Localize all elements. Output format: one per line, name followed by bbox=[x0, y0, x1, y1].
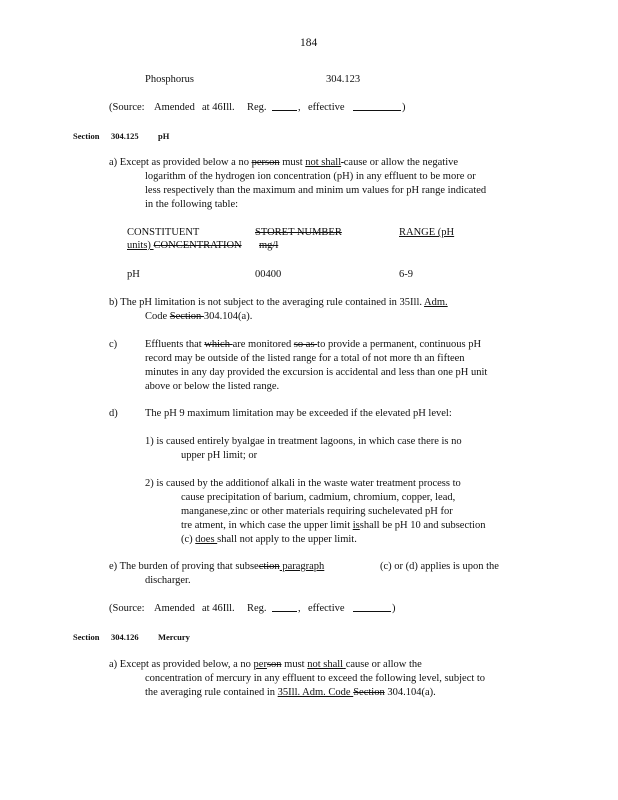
cell-range: 6-9 bbox=[399, 269, 413, 280]
header-constituent: CONSTITUENT bbox=[127, 227, 200, 238]
phosphorus-name: Phosphorus bbox=[145, 74, 195, 85]
blank-effective bbox=[353, 101, 401, 111]
item-2: 2) is caused by the additionof alkali in the waste water treatment process to bbox=[145, 478, 461, 489]
page-number: 184 bbox=[300, 37, 318, 49]
phosphorus-section: 304.123 bbox=[326, 74, 361, 85]
blank-reg bbox=[272, 101, 297, 111]
blank-effective-2 bbox=[353, 602, 391, 612]
blank-reg-2 bbox=[272, 602, 297, 612]
cell-storet: 00400 bbox=[255, 269, 282, 280]
header-range: RANGE (pH bbox=[399, 227, 455, 238]
header-storet: STORET NUMBER bbox=[255, 227, 342, 238]
cell-constituent: pH bbox=[127, 269, 140, 280]
item-1: 1) is caused entirely byalgae in treatment lagoons, in which case there is no bbox=[145, 436, 462, 447]
document-page: 184 Phosphorus 304.123 (Source: Amended at 46Ill. Reg. , effective ) Section 304.125 pH a) Except as provided below a no person must not shall cause or allow the negative logarithm of the hydrogen ion concentration (pH) in any effluent to be more or less respectively than the maximum and minim um values for pH range indicated in the following table: CONSTITUENT units) CONCENTRATION STORET NUMBER mg/l RANGE (pH pH 00400 6-9 b) The pH limitation is not subject to the averaging rule contained in 35Ill. Adm. Code Section 304.104(a). c) Effluents that which are monitored so as to provide a permanent, continuous pH record may be outside of the listed range for a total of not more th an fifteen minutes in any day provided the excursion is accidental and less than one pH unit above or below the listed range. d) The pH 9 maximum limitation may be exceeded if the elevated pH level: 1) is caused entirely byalgae in treatment lagoons, in which case there is no upper pH limit; or 2) is caused by the additionof alkali in the waste water treatment process to cause precipitation of barium, cadmium, chromium, copper, lead, manganese,zinc or other materials requiring suchelevated pH for tre atment, in which case the upper limit isshall be pH 10 and subsection (c) does shall not apply to the upper limit. e) The burden of proving that subsection paragraph (c) or (d) applies is upon the discharger. (Source: Amended at 46Ill. Reg. , effective ) Section 304.126 Mercury a) Except as provided below, a no person must not shall cause or allow the concentration of mercury in any effluent to exceed the following level, subject to the averaging rule contained in 35Ill. Adm. Code Section 304.104(a). bbox=[73, 37, 499, 698]
